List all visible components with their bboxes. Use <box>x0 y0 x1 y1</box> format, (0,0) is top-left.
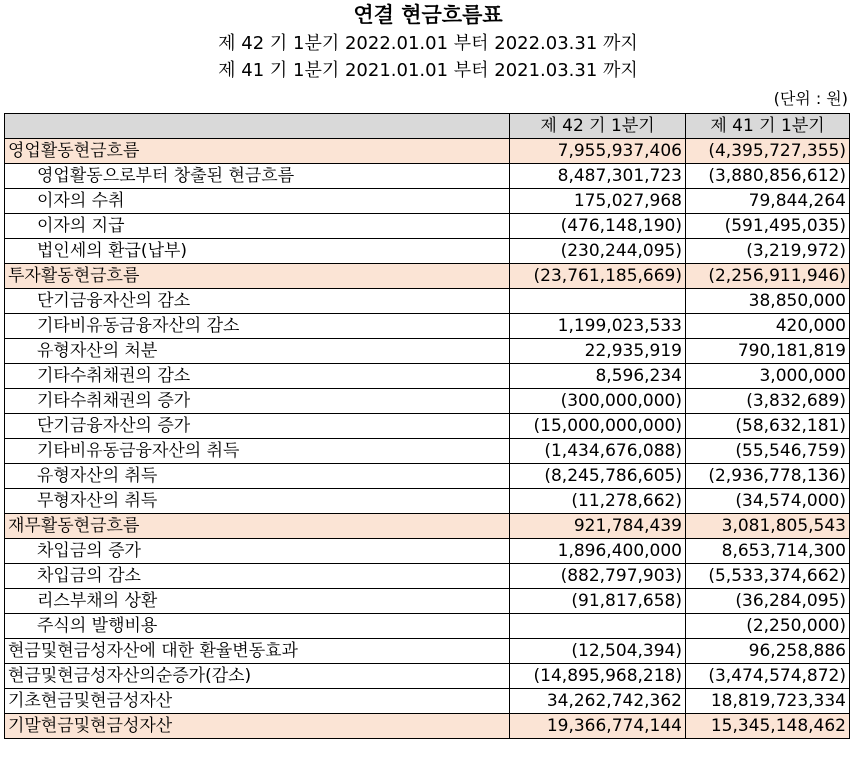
current-period-value: (230,244,095) <box>510 239 686 264</box>
prior-period-value: (2,250,000) <box>686 614 850 639</box>
table-header-row <box>5 114 850 139</box>
table-row <box>5 364 850 389</box>
table-row <box>5 664 850 689</box>
prior-period-value: 96,258,886 <box>686 639 850 664</box>
prior-period-value: 18,819,723,334 <box>686 689 850 714</box>
row-label: 차입금의 감소 <box>5 564 510 589</box>
current-period-value: 8,487,301,723 <box>510 164 686 189</box>
prior-period-value: (2,936,778,136) <box>686 464 850 489</box>
prior-period-value: (3,474,574,872) <box>686 664 850 689</box>
prior-period-value: (34,574,000) <box>686 489 850 514</box>
table-row <box>5 714 850 739</box>
table-body <box>5 139 850 739</box>
row-label: 무형자산의 취득 <box>5 489 510 514</box>
header-prior-period: 제 41 기 1분기 <box>686 114 850 139</box>
current-period-value: (882,797,903) <box>510 564 686 589</box>
table-row <box>5 539 850 564</box>
table-row <box>5 489 850 514</box>
current-period-value: (1,434,676,088) <box>510 439 686 464</box>
prior-period-value: 3,081,805,543 <box>686 514 850 539</box>
row-label: 주식의 발행비용 <box>5 614 510 639</box>
prior-period-value: 15,345,148,462 <box>686 714 850 739</box>
prior-period-value: (3,832,689) <box>686 389 850 414</box>
table-row <box>5 589 850 614</box>
row-label: 기타수취채권의 감소 <box>5 364 510 389</box>
row-label: 기타비유동금융자산의 감소 <box>5 314 510 339</box>
table-row <box>5 414 850 439</box>
header-current-period: 제 42 기 1분기 <box>510 114 686 139</box>
prior-period-value: (4,395,727,355) <box>686 139 850 164</box>
cash-flow-table <box>4 113 850 739</box>
table-row <box>5 139 850 164</box>
current-period-value: 1,199,023,533 <box>510 314 686 339</box>
table-row <box>5 514 850 539</box>
current-period-value: (15,000,000,000) <box>510 414 686 439</box>
current-period-value: 22,935,919 <box>510 339 686 364</box>
table-row <box>5 339 850 364</box>
row-label: 현금및현금성자산에 대한 환율변동효과 <box>5 639 510 664</box>
prior-period-value: (5,533,374,662) <box>686 564 850 589</box>
table-row <box>5 164 850 189</box>
current-period-value: (11,278,662) <box>510 489 686 514</box>
prior-period-value: 38,850,000 <box>686 289 850 314</box>
header-label-column <box>5 114 510 139</box>
row-label: 기타수취채권의 증가 <box>5 389 510 414</box>
prior-period-value: 3,000,000 <box>686 364 850 389</box>
row-label: 이자의 지급 <box>5 214 510 239</box>
current-period-value: 921,784,439 <box>510 514 686 539</box>
prior-period-value: (2,256,911,946) <box>686 264 850 289</box>
row-label: 리스부채의 상환 <box>5 589 510 614</box>
current-period-value: 8,596,234 <box>510 364 686 389</box>
row-label: 재무활동현금흐름 <box>5 514 510 539</box>
row-label: 기말현금및현금성자산 <box>5 714 510 739</box>
table-row <box>5 464 850 489</box>
table-row <box>5 639 850 664</box>
prior-period-value: (55,546,759) <box>686 439 850 464</box>
unit-label: (단위 : 원) <box>773 89 848 108</box>
row-label: 현금및현금성자산의순증가(감소) <box>5 664 510 689</box>
table-row <box>5 564 850 589</box>
period-current: 제 42 기 1분기 2022.01.01 부터 2022.03.31 까지 <box>218 33 638 54</box>
table-row <box>5 239 850 264</box>
prior-period-value: 420,000 <box>686 314 850 339</box>
current-period-value: (300,000,000) <box>510 389 686 414</box>
table-row <box>5 264 850 289</box>
row-label: 영업활동으로부터 창출된 현금흐름 <box>5 164 510 189</box>
prior-period-value: (36,284,095) <box>686 589 850 614</box>
prior-period-value: (3,880,856,612) <box>686 164 850 189</box>
row-label: 법인세의 환급(납부) <box>5 239 510 264</box>
prior-period-value: (3,219,972) <box>686 239 850 264</box>
row-label: 투자활동현금흐름 <box>5 264 510 289</box>
current-period-value: 34,262,742,362 <box>510 689 686 714</box>
table-row <box>5 289 850 314</box>
table-row <box>5 689 850 714</box>
current-period-value <box>510 289 686 314</box>
current-period-value <box>510 614 686 639</box>
prior-period-value: 79,844,264 <box>686 189 850 214</box>
table-row <box>5 389 850 414</box>
table-row <box>5 614 850 639</box>
current-period-value: 19,366,774,144 <box>510 714 686 739</box>
prior-period-value: 790,181,819 <box>686 339 850 364</box>
table-row <box>5 439 850 464</box>
row-label: 차입금의 증가 <box>5 539 510 564</box>
statement-title: 연결 현금흐름표 <box>353 3 503 27</box>
row-label: 기타비유동금융자산의 취득 <box>5 439 510 464</box>
row-label: 유형자산의 취득 <box>5 464 510 489</box>
current-period-value: 1,896,400,000 <box>510 539 686 564</box>
current-period-value: (476,148,190) <box>510 214 686 239</box>
row-label: 유형자산의 처분 <box>5 339 510 364</box>
row-label: 영업활동현금흐름 <box>5 139 510 164</box>
row-label: 단기금융자산의 감소 <box>5 289 510 314</box>
current-period-value: (12,504,394) <box>510 639 686 664</box>
prior-period-value: (58,632,181) <box>686 414 850 439</box>
period-prior: 제 41 기 1분기 2021.01.01 부터 2021.03.31 까지 <box>218 60 638 81</box>
current-period-value: (8,245,786,605) <box>510 464 686 489</box>
row-label: 이자의 수취 <box>5 189 510 214</box>
row-label: 단기금융자산의 증가 <box>5 414 510 439</box>
prior-period-value: (591,495,035) <box>686 214 850 239</box>
current-period-value: (14,895,968,218) <box>510 664 686 689</box>
table-row <box>5 314 850 339</box>
table-row <box>5 189 850 214</box>
row-label: 기초현금및현금성자산 <box>5 689 510 714</box>
table-row <box>5 214 850 239</box>
current-period-value: 7,955,937,406 <box>510 139 686 164</box>
current-period-value: (23,761,185,669) <box>510 264 686 289</box>
current-period-value: (91,817,658) <box>510 589 686 614</box>
current-period-value: 175,027,968 <box>510 189 686 214</box>
prior-period-value: 8,653,714,300 <box>686 539 850 564</box>
